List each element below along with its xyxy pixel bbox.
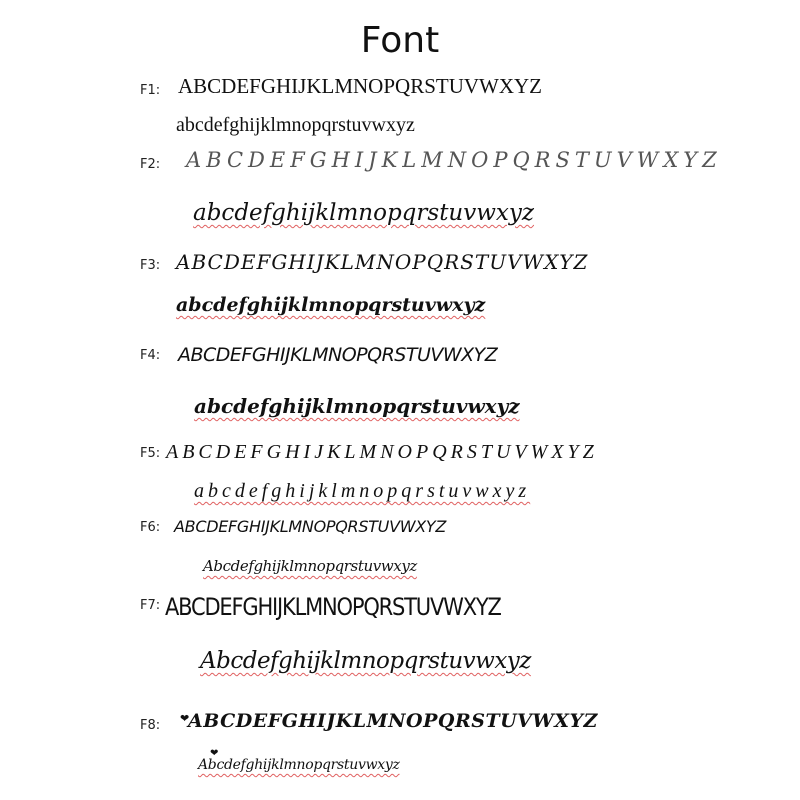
font-label-f6: F6: <box>140 520 161 535</box>
font-f7-lowercase: Abcdefghijklmnopqrstuvwxyz <box>200 648 531 674</box>
font-f6-uppercase: ABCDEFGHIJKLMNOPQRSTUVWXYZ <box>174 517 447 536</box>
font-f1-lowercase: abcdefghijklmnopqrstuvwxyz <box>176 114 415 136</box>
font-label-f7: F7: <box>140 598 161 613</box>
font-label-f2: F2: <box>140 157 161 172</box>
font-f7-uppercase: ABCDEFGHIJKLMNOPQRSTUVWXYZ <box>165 593 501 621</box>
page-title: Font <box>360 20 440 61</box>
font-f6-lowercase: Abcdefghijklmnopqrstuvwxyz <box>203 557 417 575</box>
font-f2-lowercase: abcdefghijklmnopqrstuvwxyz <box>193 200 535 226</box>
font-f2-uppercase: ABCDEFGHIJKLMNOPQRSTUVWXYZ <box>186 148 722 172</box>
font-f4-lowercase: abcdefghijklmnopqrstuvwxyz <box>194 394 520 418</box>
heart-icon: ❤ <box>180 712 190 725</box>
font-f5-lowercase: abcdefghijklmnopqrstuvwxyz <box>194 480 531 502</box>
font-label-f1: F1: <box>140 83 161 98</box>
font-f5-uppercase: ABCDEFGHIJKLMNOPQRSTUVWXYZ <box>166 441 598 463</box>
font-label-f4: F4: <box>140 348 161 363</box>
font-f1-uppercase: ABCDEFGHIJKLMNOPQRSTUVWXYZ <box>178 74 543 98</box>
font-f8-lowercase: Abcdefghijklmnopqrstuvwxyz <box>198 757 400 773</box>
font-label-f8: F8: <box>140 718 161 733</box>
font-f8-uppercase: ABCDEFGHIJKLMNOPQRSTUVWXYZ <box>188 710 598 732</box>
font-f3-uppercase: ABCDEFGHIJKLMNOPQRSTUVWXYZ <box>176 250 589 274</box>
font-f3-lowercase: abcdefghijklmnopqrstuvwxyz <box>176 294 486 316</box>
font-label-f5: F5: <box>140 446 161 461</box>
font-f4-uppercase: ABCDEFGHIJKLMNOPQRSTUVWXYZ <box>178 344 498 366</box>
font-label-f3: F3: <box>140 258 161 273</box>
heart-icon: ❤ <box>210 748 219 759</box>
